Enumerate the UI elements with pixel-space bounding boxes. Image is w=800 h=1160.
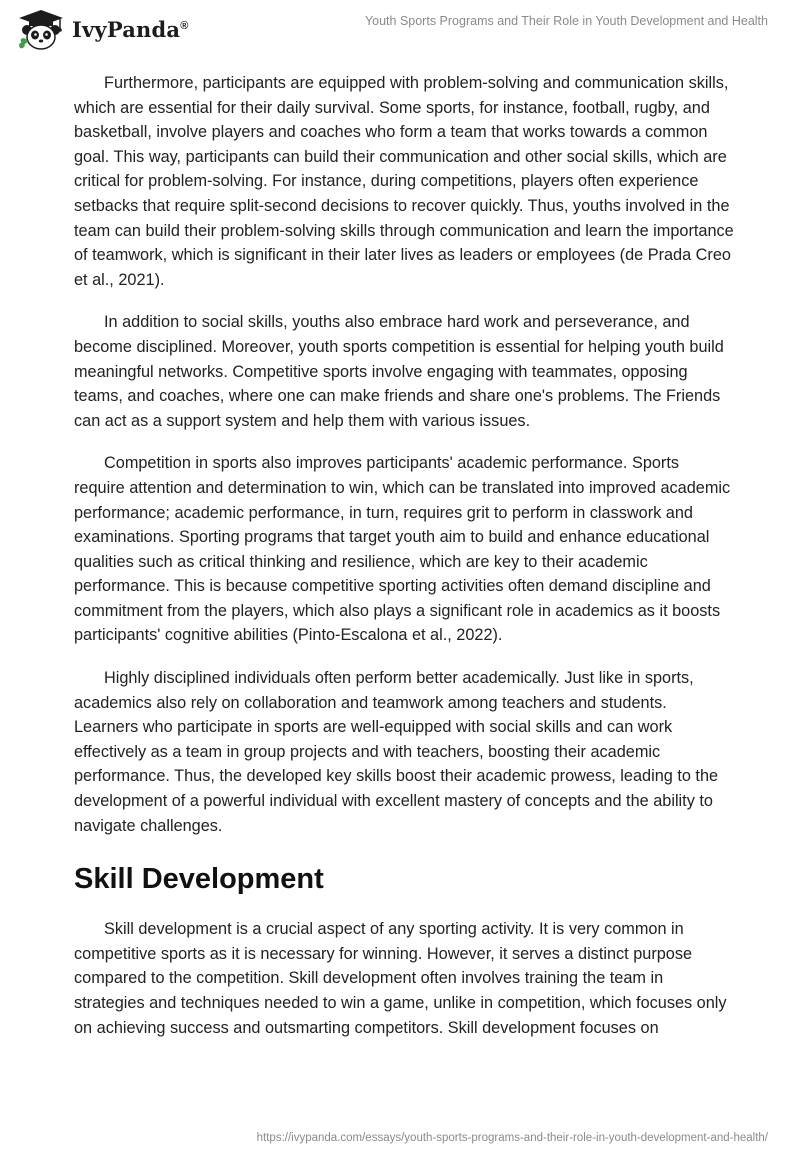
section-heading: Skill Development [74, 863, 324, 896]
paragraph: Highly disciplined individuals often perform better academically. Just like in sports, academics also rely on collaboration and teamwork among teachers and students. Learners who participate in sports are well-equipped with social skills and can work effectively as a team in group projects and with teachers, boosting their academic performance. Thus, the developed key skills boost their academic prowess, leading to the development of a powerful individual with excellent mastery of concepts and the ability to navigate challenges. [74, 669, 719, 835]
paragraph: Furthermore, participants are equipped with problem-solving and communication skills, which are essential for their daily survival. Some sports, for instance, football, rugby, and basketball, involve players and coaches who form a team that works towards a common goal. This way, participants can build their communication and other social skills, which are critical for problem-solving. For instance, during competitions, players often experience setbacks that require split-second decisions to recover quickly. Thus, youths involved in the team can build their problem-solving skills through communication and learn the importance of teamwork, which is significant in their later lives as leaders or employees (de Prada Creo et al., 2021). [74, 74, 734, 289]
panda-graduation-cap-icon [16, 8, 66, 50]
page-header [0, 0, 800, 60]
essay-body [74, 71, 734, 1058]
paragraph: Competition in sports also improves participants' academic performance. Sports require attention and determination to win, which can be translated into improved academic performance; academic performance, in turn, requires grit to perform in classwork and examinations. Sporting programs that target youth aim to build and enhance educational qualities such as critical thinking and resilience, which are key to their academic performance. This is because competitive sporting activities often demand discipline and commitment from the players, which also plays a significant role in academics as it boosts participants' cognitive abilities (Pinto-Escalona et al., 2022). [74, 454, 731, 645]
paragraph: Skill development is a crucial aspect of any sporting activity. It is very common in competitive sports as it is necessary for winning. However, it serves a distinct purpose compared to the competition. Skill development often involves training the team in strategies and techniques needed to win a game, unlike in competition, which focuses only on achieving success and outsmarting competitors. Skill development focuses on [74, 920, 727, 1037]
source-url[interactable]: https://ivypanda.com/essays/youth-sports-programs-and-their-role-in-youth-development-and-health/ [256, 1132, 768, 1144]
document-title: Youth Sports Programs and Their Role in Youth Development and Health [364, 14, 768, 28]
brand-name: IvyPanda® [72, 16, 189, 42]
paragraph: In addition to social skills, youths also embrace hard work and perseverance, and become disciplined. Moreover, youth sports competition is essential for helping youth build meaningful networks. Competitive sports involve engaging with teammates, opposing teams, and coaches, where one can make friends and share one's problems. The Friends can act as a support system and help them with various issues. [74, 313, 724, 430]
registered-mark: ® [180, 19, 189, 32]
ivypanda-logo[interactable] [16, 8, 189, 50]
